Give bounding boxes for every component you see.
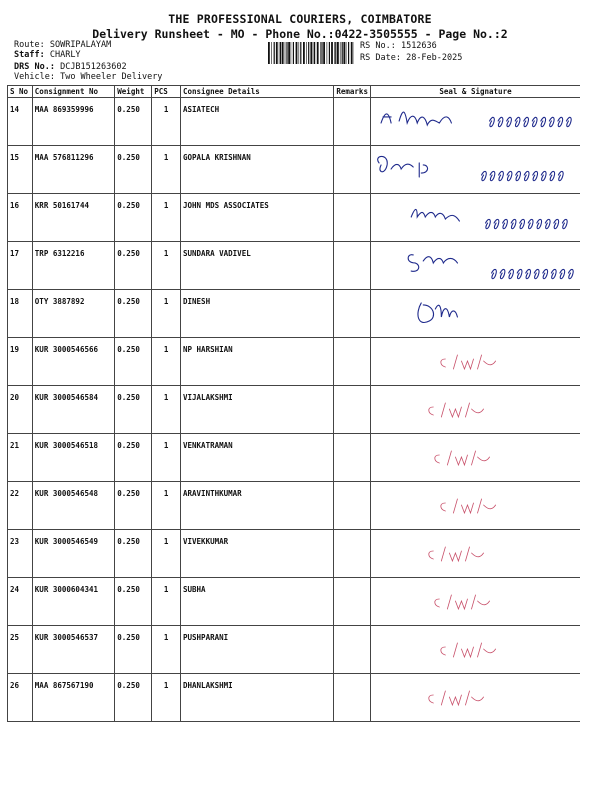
row-signature: [370, 434, 580, 482]
row-consignment-no: KRR 50161744: [32, 194, 114, 242]
row-consignee-name: PUSHPARANI: [181, 626, 334, 674]
row-remarks: [334, 146, 371, 194]
row-remarks: [334, 530, 371, 578]
table-row: [8, 242, 581, 290]
barcode: [268, 42, 354, 64]
row-consignee-name: SUBHA: [181, 578, 334, 626]
row-remarks: [334, 386, 371, 434]
row-weight: 0.250: [115, 98, 152, 146]
row-consignee-name: JOHN MDS ASSOCIATES: [181, 194, 334, 242]
row-weight: 0.250: [115, 338, 152, 386]
route-value: SOWRIPALAYAM: [49, 40, 112, 50]
row-weight: 0.250: [115, 146, 152, 194]
signature-scribble: [371, 434, 580, 481]
row-weight: 0.250: [115, 674, 152, 722]
row-consignment-no: MAA 869359996: [32, 98, 114, 146]
row-consignment-no: OTY 3887892: [32, 290, 114, 338]
drs-label: DRS No.:: [14, 62, 55, 72]
row-signature: [370, 482, 580, 530]
row-signature: [370, 530, 580, 578]
staff-value: CHARLY: [49, 50, 81, 60]
col-consignee-details: Consignee Details: [181, 86, 334, 98]
row-remarks: [334, 242, 371, 290]
table-row: [8, 530, 581, 578]
rs-date-value: 28-Feb-2025: [406, 53, 463, 63]
row-sno: 17: [8, 242, 33, 290]
signature-scribble: [371, 482, 580, 529]
row-sno: 15: [8, 146, 33, 194]
row-remarks: [334, 194, 371, 242]
row-signature: [370, 194, 580, 242]
row-signature: [370, 146, 580, 194]
row-consignment-no: MAA 576811296: [32, 146, 114, 194]
row-consignee-name: VIJALAKSHMI: [181, 386, 334, 434]
row-signature: [370, 98, 580, 146]
row-consignment-no: KUR 3000546566: [32, 338, 114, 386]
row-pcs: 1: [152, 194, 181, 242]
signature-scribble: [371, 674, 580, 721]
row-consignee-name: ASIATECH: [181, 98, 334, 146]
row-pcs: 1: [152, 674, 181, 722]
rs-date-line: [360, 53, 462, 63]
row-weight: 0.250: [115, 434, 152, 482]
row-remarks: [334, 578, 371, 626]
signature-scribble: [371, 242, 580, 289]
row-weight: 0.250: [115, 242, 152, 290]
row-pcs: 1: [152, 530, 181, 578]
table-row: [8, 482, 581, 530]
row-signature: [370, 290, 580, 338]
row-signature: [370, 338, 580, 386]
row-consignee-name: VIVEKKUMAR: [181, 530, 334, 578]
col-pcs: PCS: [152, 86, 181, 98]
row-weight: 0.250: [115, 290, 152, 338]
row-weight: 0.250: [115, 626, 152, 674]
row-remarks: [334, 434, 371, 482]
row-sno: 18: [8, 290, 33, 338]
row-consignment-no: KUR 3000546548: [32, 482, 114, 530]
table-row: [8, 626, 581, 674]
row-consignment-no: KUR 3000546549: [32, 530, 114, 578]
rs-number-label: RS No.:: [360, 41, 396, 51]
vehicle-value: Two Wheeler Delivery: [60, 72, 163, 82]
table-header-row: [8, 86, 581, 98]
route-line: [14, 40, 111, 50]
row-sno: 14: [8, 98, 33, 146]
staff-label: Staff:: [14, 50, 45, 60]
table-row: [8, 578, 581, 626]
signature-scribble: [371, 530, 580, 577]
row-remarks: [334, 290, 371, 338]
table-row: [8, 194, 581, 242]
table-row: [8, 98, 581, 146]
row-remarks: [334, 626, 371, 674]
row-sno: 25: [8, 626, 33, 674]
row-consignee-name: GOPALA KRISHNAN: [181, 146, 334, 194]
row-sno: 26: [8, 674, 33, 722]
row-remarks: [334, 338, 371, 386]
signature-scribble: [371, 98, 580, 145]
row-pcs: 1: [152, 146, 181, 194]
row-consignee-name: NP HARSHIAN: [181, 338, 334, 386]
row-consignment-no: KUR 3000546584: [32, 386, 114, 434]
row-consignment-no: MAA 867567190: [32, 674, 114, 722]
row-pcs: 1: [152, 626, 181, 674]
row-weight: 0.250: [115, 482, 152, 530]
signature-scribble: [371, 626, 580, 673]
row-pcs: 1: [152, 242, 181, 290]
row-consignment-no: KUR 3000604341: [32, 578, 114, 626]
row-weight: 0.250: [115, 578, 152, 626]
row-signature: [370, 386, 580, 434]
rs-number-line: [360, 41, 437, 51]
row-weight: 0.250: [115, 530, 152, 578]
row-sno: 21: [8, 434, 33, 482]
col-seal-signature: Seal & Signature: [370, 86, 580, 98]
row-sno: 24: [8, 578, 33, 626]
row-consignment-no: KUR 3000546518: [32, 434, 114, 482]
row-signature: [370, 674, 580, 722]
row-pcs: 1: [152, 98, 181, 146]
table-row: [8, 146, 581, 194]
row-consignment-no: TRP 6312216: [32, 242, 114, 290]
signature-scribble: [371, 290, 580, 337]
signature-scribble: [371, 194, 580, 241]
row-signature: [370, 242, 580, 290]
table-row: [8, 290, 581, 338]
row-sno: 16: [8, 194, 33, 242]
row-consignment-no: KUR 3000546537: [32, 626, 114, 674]
row-remarks: [334, 482, 371, 530]
signature-scribble: [371, 146, 580, 193]
row-pcs: 1: [152, 290, 181, 338]
col-remarks: Remarks: [334, 86, 371, 98]
rs-number-value: 1512636: [400, 41, 437, 51]
row-consignee-name: VENKATRAMAN: [181, 434, 334, 482]
row-consignee-name: DHANLAKSHMI: [181, 674, 334, 722]
staff-line: [14, 50, 81, 60]
row-sno: 20: [8, 386, 33, 434]
row-pcs: 1: [152, 338, 181, 386]
col-consignment: Consignment No: [32, 86, 114, 98]
row-sno: 19: [8, 338, 33, 386]
row-consignee-name: ARAVINTHKUMAR: [181, 482, 334, 530]
row-pcs: 1: [152, 578, 181, 626]
runsheet-table: [7, 85, 580, 722]
row-signature: [370, 578, 580, 626]
row-consignee-name: SUNDARA VADIVEL: [181, 242, 334, 290]
col-weight: Weight: [115, 86, 152, 98]
row-weight: 0.250: [115, 194, 152, 242]
row-pcs: 1: [152, 482, 181, 530]
row-pcs: 1: [152, 386, 181, 434]
table-row: [8, 674, 581, 722]
row-sno: 23: [8, 530, 33, 578]
signature-scribble: [371, 386, 580, 433]
row-pcs: 1: [152, 434, 181, 482]
row-remarks: [334, 674, 371, 722]
drs-line: [14, 62, 127, 72]
company-title: THE PROFESSIONAL COURIERS, COIMBATORE: [168, 12, 432, 26]
signature-scribble: [371, 338, 580, 385]
table-row: [8, 386, 581, 434]
drs-value: DCJB151263602: [60, 62, 127, 72]
row-sno: 22: [8, 482, 33, 530]
table-row: [8, 338, 581, 386]
runsheet-subtitle: Delivery Runsheet - MO - Phone No.:0422-3505555 - Page No.:2: [92, 27, 508, 41]
row-weight: 0.250: [115, 386, 152, 434]
col-sno: S No: [8, 86, 33, 98]
row-consignee-name: DINESH: [181, 290, 334, 338]
signature-scribble: [371, 578, 580, 625]
rs-date-label: RS Date:: [360, 53, 401, 63]
vehicle-label: Vehicle:: [14, 72, 55, 82]
route-label: Route:: [14, 40, 45, 50]
row-signature: [370, 626, 580, 674]
row-remarks: [334, 98, 371, 146]
vehicle-line: [14, 72, 162, 82]
table-row: [8, 434, 581, 482]
